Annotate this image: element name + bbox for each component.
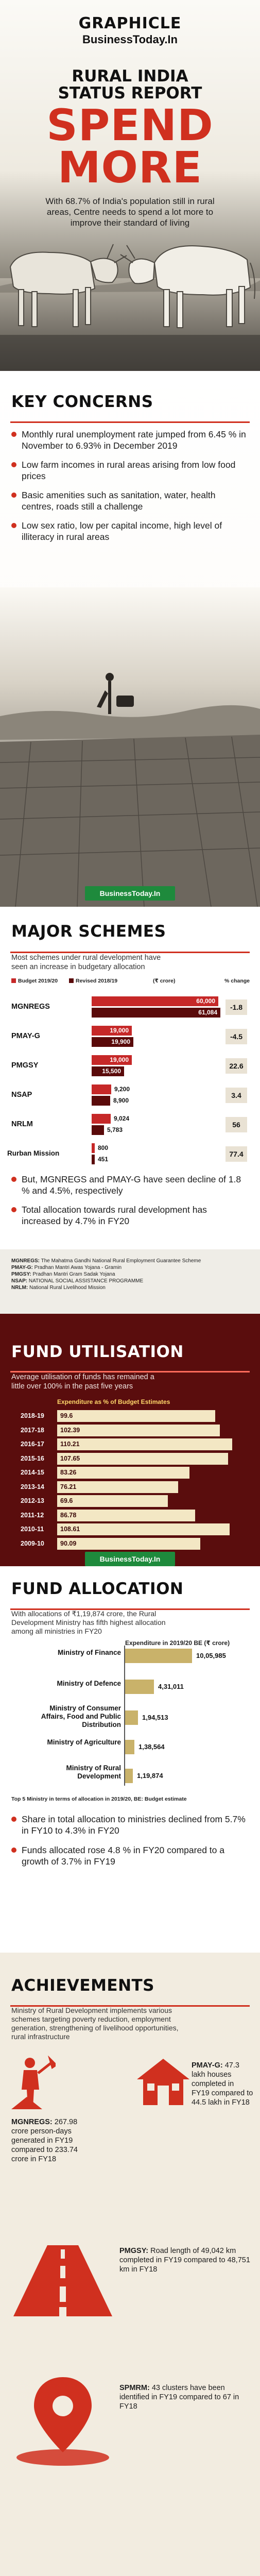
year-label: 2009-10 <box>21 1539 44 1547</box>
fund-allocation-heading: FUND ALLOCATION <box>11 1580 184 1598</box>
year-label: 2013-14 <box>21 1483 44 1490</box>
utilisation-value: 83.26 <box>60 1469 77 1476</box>
allocation-value: 1,19,874 <box>137 1772 163 1780</box>
glossary-text: The Mahatma Gandhi National Rural Employment Guarantee Scheme <box>41 1258 201 1264</box>
year-label: 2017-18 <box>21 1426 44 1434</box>
scheme-row <box>0 1024 260 1049</box>
percent-change-value: 56 <box>226 1117 247 1132</box>
legend-change: % change <box>224 978 250 984</box>
achievement-text <box>11 2117 89 2164</box>
revised-bar: 15,500 <box>92 1066 124 1076</box>
utilisation-value: 90.09 <box>60 1539 77 1547</box>
scheme-name: NSAP <box>11 1091 32 1099</box>
scheme-bullet: But, MGNREGS and PMAY-G have seen decline of 1.8 % and 4.5%, respectively <box>11 1174 248 1196</box>
utilisation-row <box>0 1437 260 1452</box>
schemes-legend <box>11 978 251 987</box>
scheme-row <box>0 1053 260 1079</box>
scheme-row <box>0 1141 260 1167</box>
dry-field-photo <box>0 587 260 907</box>
year-label: 2014-15 <box>21 1469 44 1476</box>
allocation-row <box>0 1704 260 1731</box>
scheme-row <box>0 1082 260 1108</box>
allocation-value: 1,38,564 <box>138 1743 165 1751</box>
scheme-name: PMAY-G <box>11 1032 40 1040</box>
utilisation-row <box>0 1536 260 1552</box>
allocation-note: Top 5 Ministry in terms of allocation in 2019/20, BE: Budget estimate <box>11 1796 187 1802</box>
utilisation-value: 99.6 <box>60 1412 73 1419</box>
ministry-name: Ministry of Finance <box>57 1649 121 1656</box>
utilisation-chart-header: Expenditure as % of Budget Estimates <box>57 1398 170 1405</box>
fund-utilisation-section <box>0 1314 260 1566</box>
major-schemes-heading: MAJOR SCHEMES <box>11 922 166 941</box>
allocation-bullets <box>11 1814 248 1875</box>
utilisation-value: 69.6 <box>60 1497 73 1504</box>
scheme-name: MGNREGS <box>11 1003 50 1011</box>
year-label: 2015-16 <box>21 1454 44 1462</box>
achievement-lead: PMGSY: <box>119 2247 149 2255</box>
revised-bar: 61,084 <box>92 1008 220 1018</box>
allocation-row <box>0 1680 260 1694</box>
cattle-field-illustration <box>0 201 260 371</box>
legend-budget-label: Budget 2019/20 <box>18 978 58 984</box>
scheme-bullet: Total allocation towards rural development has increased by 4.7% in FY20 <box>11 1204 248 1227</box>
utilisation-row <box>0 1465 260 1481</box>
glossary-section <box>0 1249 260 1314</box>
glossary-item <box>11 1264 249 1271</box>
logo-graphicle: GRAPHICLE <box>78 14 182 32</box>
legend-swatch-budget <box>11 978 16 983</box>
achievements-section <box>0 1953 260 2576</box>
headline: SPEND MORE <box>46 100 214 193</box>
achievement-detail: 43 clusters have been identified in FY19 compared to 67 in FY18 <box>119 2384 239 2411</box>
budget-bar: 19,000 <box>92 1026 132 1036</box>
utilisation-bar <box>57 1510 195 1521</box>
achievement-pmayg <box>135 2056 253 2210</box>
allocation-bar <box>125 1680 154 1694</box>
section-divider <box>10 421 250 423</box>
revised-bar <box>92 1125 104 1135</box>
utilisation-bar <box>57 1438 232 1450</box>
house-icon <box>135 2056 192 2107</box>
revised-bar <box>92 1096 110 1106</box>
revised-bar <box>92 1155 95 1164</box>
report-title-line1: RURAL INDIA <box>72 67 188 86</box>
budget-bar: 60,000 <box>92 996 218 1006</box>
allocation-bar <box>125 1649 192 1663</box>
glossary-text: NATIONAL SOCIAL ASSISTANCE PROGRAMME <box>28 1278 144 1284</box>
budget-value: 800 <box>98 1144 109 1151</box>
glossary-abbr: MGNREGS: <box>11 1258 40 1264</box>
percent-change-value: -1.8 <box>226 999 247 1015</box>
allocation-value: 10,05,985 <box>196 1652 226 1659</box>
utilisation-row <box>0 1508 260 1523</box>
glossary-text: National Rural Livelihood Mission <box>29 1285 106 1291</box>
utilisation-value: 107.65 <box>60 1454 80 1462</box>
utilisation-bar <box>57 1453 228 1465</box>
allocation-bullet: Funds allocated rose 4.8 % in FY20 compared to a growth of 3.7% in FY19 <box>11 1844 248 1867</box>
year-label: 2011-12 <box>21 1511 44 1519</box>
report-title-line2: STATUS REPORT <box>58 84 202 103</box>
percent-change-value: -4.5 <box>226 1029 247 1044</box>
percent-change-value: 77.4 <box>226 1146 247 1162</box>
ministry-name: Ministry of Consumer Affairs, Food and Public Distribution <box>41 1704 121 1728</box>
glossary-item <box>11 1284 249 1291</box>
road-icon <box>11 2241 114 2318</box>
utilisation-row <box>0 1451 260 1467</box>
ministry-name: Ministry of Defence <box>57 1680 121 1687</box>
achievement-lead: PMAY-G: <box>192 2061 223 2070</box>
businesstoday-source-tag: BusinessToday.In <box>85 886 175 901</box>
percent-change-value: 3.4 <box>226 1088 247 1103</box>
allocation-bar <box>125 1769 133 1783</box>
allocation-bullet: Share in total allocation to ministries declined from 5.7% in FY10 to 4.3% in FY20 <box>11 1814 248 1836</box>
glossary-item <box>11 1258 249 1264</box>
legend-unit: (₹ crore) <box>153 978 176 984</box>
utilisation-value: 76.21 <box>60 1483 77 1490</box>
utilisation-row <box>0 1494 260 1509</box>
year-label: 2018-19 <box>21 1412 44 1419</box>
achievements-heading: ACHIEVEMENTS <box>11 1976 155 1995</box>
worker-icon <box>11 2056 56 2112</box>
scheme-row <box>0 1112 260 1138</box>
glossary-abbr: NRLM: <box>11 1285 28 1291</box>
concern-item: Monthly rural unemployment rate jumped from 6.45 % in November to 6.93% in December 2019 <box>11 429 248 451</box>
achievement-detail: Road length of 49,042 km completed in FY19 compared to 48,751 km in FY18 <box>119 2247 250 2274</box>
concern-item: Low sex ratio, low per capital income, high level of illiteracy in rural areas <box>11 520 248 543</box>
glossary-abbr: PMGSY: <box>11 1272 31 1277</box>
utilisation-value: 102.39 <box>60 1426 80 1434</box>
budget-bar <box>92 1084 111 1094</box>
utilisation-bar <box>57 1495 168 1507</box>
glossary-text: Pradhan Mantri Awas Yojana - Gramin <box>34 1265 122 1270</box>
logo-businesstoday: BusinessToday.In <box>82 33 178 46</box>
allocation-row <box>0 1764 260 1788</box>
ministry-name: Ministry of Rural Development <box>66 1764 121 1780</box>
glossary-text: Pradhan Mantri Gram Sadak Yojana <box>32 1272 115 1277</box>
glossary-item <box>11 1271 249 1278</box>
year-label: 2012-13 <box>21 1497 44 1504</box>
glossary-abbr: PMAY-G: <box>11 1265 33 1270</box>
utilisation-row <box>0 1480 260 1495</box>
allocation-chart-header: Expenditure in 2019/20 BE (₹ crore) <box>125 1639 230 1647</box>
hero-section <box>0 0 260 371</box>
utilisation-row <box>0 1423 260 1438</box>
scheme-row <box>0 994 260 1020</box>
budget-value: 9,024 <box>114 1115 130 1122</box>
businesstoday-source-tag: BusinessToday.In <box>85 1552 175 1566</box>
allocation-bar <box>125 1710 138 1725</box>
allocation-value: 1,94,513 <box>142 1714 168 1721</box>
schemes-bullets <box>11 1174 248 1234</box>
allocation-row <box>0 1738 260 1756</box>
achievement-detail: 267.98 crore person-days generated in FY19 compared to 233.74 crore in FY18 <box>11 2118 78 2163</box>
budget-value: 9,200 <box>114 1086 130 1093</box>
location-pin-icon <box>11 2375 114 2468</box>
revised-bar: 19,900 <box>92 1037 133 1047</box>
scheme-name: Rurban Mission <box>7 1149 60 1157</box>
major-schemes-section <box>0 907 260 1249</box>
brand-logo <box>0 0 260 46</box>
ministry-name: Ministry of Agriculture <box>47 1738 121 1746</box>
utilisation-bar <box>57 1425 220 1436</box>
allocation-row <box>0 1649 260 1663</box>
concern-item: Basic amenities such as sanitation, water, health centres, roads still a challenge <box>11 489 248 512</box>
utilisation-bar <box>57 1410 215 1422</box>
legend-swatch-revised <box>69 978 74 983</box>
achievement-text <box>192 2061 253 2107</box>
achievement-lead: MGNREGS: <box>11 2118 53 2126</box>
fund-allocation-subtitle: With allocations of ₹1,19,874 crore, the Rural Development Ministry has fifth highest allocation among all ministries in FY20 <box>11 1609 166 1635</box>
allocation-bar <box>125 1740 134 1754</box>
legend-revised <box>69 978 117 984</box>
achievement-spmrm <box>11 2375 253 2488</box>
budget-bar <box>92 1114 111 1124</box>
revised-value: 451 <box>98 1156 109 1163</box>
revised-value: 5,783 <box>107 1126 123 1133</box>
utilisation-bar <box>57 1538 200 1550</box>
concern-item: Low farm incomes in rural areas arising from low food prices <box>11 459 248 482</box>
fund-utilisation-subtitle: Average utilisation of funds has remained a little over 100% in the past five years <box>11 1373 154 1391</box>
revised-value: 8,900 <box>113 1097 129 1104</box>
year-label: 2010-11 <box>21 1526 44 1533</box>
scheme-name: NRLM <box>11 1120 33 1128</box>
achievement-detail: 47.3 lakh houses completed in FY19 compared to 44.5 lakh in FY18 <box>192 2061 253 2107</box>
report-title <box>0 68 260 102</box>
achievement-pmgsy <box>11 2241 253 2344</box>
year-label: 2016-17 <box>21 1440 44 1448</box>
legend-budget <box>11 978 58 984</box>
utilisation-value: 108.61 <box>60 1526 80 1533</box>
budget-bar <box>92 1143 95 1153</box>
major-schemes-subtitle: Most schemes under rural development have seen an increase in budgetary allocation <box>11 954 161 971</box>
glossary-abbr: NSAP: <box>11 1278 28 1284</box>
budget-bar: 19,000 <box>92 1055 132 1065</box>
key-concerns-heading: KEY CONCERNS <box>11 393 153 411</box>
utilisation-bar <box>57 1467 189 1479</box>
achievement-mgnregs <box>11 2056 130 2210</box>
utilisation-row <box>0 1409 260 1424</box>
achievement-lead: SPMRM: <box>119 2384 150 2392</box>
allocation-value: 4,31,011 <box>158 1683 184 1690</box>
percent-change-value: 22.6 <box>226 1058 247 1074</box>
utilisation-value: 86.78 <box>60 1511 77 1519</box>
hero-description: With 68.7% of India's population still in rural areas, Centre needs to spend a lot more to improve their standard of living <box>45 196 215 228</box>
fund-utilisation-heading: FUND UTILISATION <box>11 1343 184 1361</box>
achievement-text <box>119 2246 251 2274</box>
glossary-item <box>11 1278 249 1284</box>
key-concerns-list <box>11 429 248 550</box>
utilisation-value: 110.21 <box>60 1440 80 1448</box>
scheme-name: PMGSY <box>11 1061 39 1070</box>
key-concerns-section <box>0 371 260 907</box>
achievements-subtitle: Ministry of Rural Development implements various schemes targeting poverty reduction, employment generation, strengthening of livelihood opportunities, rural infrastructure <box>11 2006 179 2041</box>
legend-revised-label: Revised 2018/19 <box>76 978 118 984</box>
utilisation-row <box>0 1522 260 1537</box>
fund-allocation-section <box>0 1566 260 1953</box>
achievement-text <box>119 2383 251 2411</box>
utilisation-bar <box>57 1523 230 1535</box>
